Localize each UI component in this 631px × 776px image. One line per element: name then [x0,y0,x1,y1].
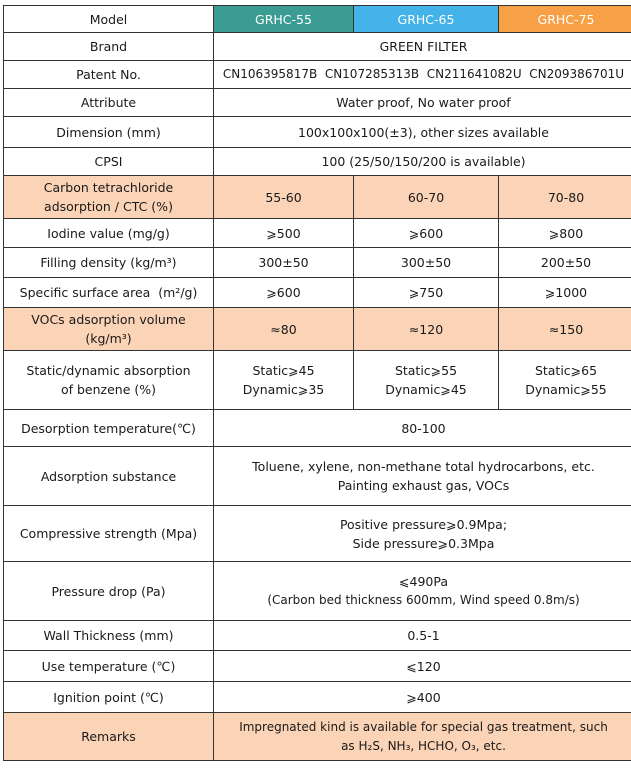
benzene-label [4,351,214,410]
use-temp-label: Use temperature (℃) [4,651,214,682]
table-row [4,410,631,447]
benzene-dynamic-grhc55: Dynamic⩾35 [242,382,325,397]
ctc-value-grhc65: 60-70 [354,176,499,219]
table-row [4,89,631,117]
density-value-grhc75: 200±50 [499,248,631,278]
brand-value: GREEN FILTER [214,33,631,61]
pressure-drop-line-2: (Carbon bed thickness 600mm, Wind speed 0.8m/s) [267,593,580,607]
benzene-static-grhc65: Static⩾55 [394,363,458,378]
table-row [4,621,631,651]
vocs-value-grhc75: ≈150 [499,308,631,351]
benzene-label-line-1: Static/dynamic absorption [26,363,191,378]
spec-sheet [3,5,628,761]
table-row [4,682,631,713]
table-row [4,278,631,308]
desorption-value: 80-100 [214,410,631,447]
model-grhc65: GRHC-65 [354,6,499,33]
benzene-label-line-2: of benzene (%) [60,382,157,397]
table-row [4,506,631,562]
surface-value-grhc55: ⩾600 [214,278,354,308]
substance-line-1: Toluene, xylene, non-methane total hydrocarbons, etc. [252,459,595,474]
density-label: Filling density (kg/m³) [4,248,214,278]
table-row [4,148,631,176]
density-value-grhc65: 300±50 [354,248,499,278]
vocs-value-grhc65: ≈120 [354,308,499,351]
table-row [4,351,631,410]
vocs-label-line-1: VOCs adsorption volume [31,312,186,327]
remarks-label: Remarks [4,713,214,761]
dimension-label: Dimension (mm) [4,117,214,148]
substance-value [214,447,631,506]
ignition-value: ⩾400 [214,682,631,713]
pressure-drop-line-1: ⩽490Pa [399,574,448,589]
benzene-static-grhc75: Static⩾65 [534,363,598,378]
cpsi-label: CPSI [4,148,214,176]
patent-label: Patent No. [4,61,214,89]
vocs-value-grhc55: ≈80 [214,308,354,351]
remarks-line-2: as H₂S, NH₃, HCHO, O₃, etc. [341,738,506,753]
wall-value: 0.5-1 [214,621,631,651]
header-row [4,6,631,33]
benzene-value-grhc65 [354,351,499,410]
iodine-value-grhc55: ⩾500 [214,219,354,248]
table-row [4,562,631,621]
benzene-value-grhc55 [214,351,354,410]
compressive-line-1: Positive pressure⩾0.9Mpa; [339,516,508,532]
benzene-dynamic-grhc75: Dynamic⩾55 [525,382,607,397]
ctc-label [4,176,214,219]
compressive-value [214,506,631,562]
table-row [4,308,631,351]
remarks-line-1: Impregnated kind is available for special gas treatment, such [239,719,608,734]
model-grhc55: GRHC-55 [214,6,354,33]
ctc-label-line-1: Carbon tetrachloride [43,180,174,195]
brand-label: Brand [4,33,214,61]
table-row [4,176,631,219]
benzene-dynamic-grhc65: Dynamic⩾45 [385,382,467,397]
benzene-value-grhc75 [499,351,631,410]
cpsi-value: 100 (25/50/150/200 is available) [214,148,631,176]
remarks-value [214,713,631,761]
dimension-value: 100x100x100(±3), other sizes available [214,117,631,148]
ignition-label: Ignition point (℃) [4,682,214,713]
pressure-drop-label: Pressure drop (Pa) [4,562,214,621]
use-temp-value: ⩽120 [214,651,631,682]
vocs-label [4,308,214,351]
patent-value: CN106395817B CN107285313B CN211641082U CN209386701U [214,61,631,89]
ctc-label-line-2: adsorption / CTC (%) [44,199,173,214]
iodine-value-grhc75: ⩾800 [499,219,631,248]
table-row [4,248,631,278]
density-value-grhc55: 300±50 [214,248,354,278]
table-row [4,447,631,506]
substance-line-2: Painting exhaust gas, VOCs [337,478,510,493]
desorption-label: Desorption temperature(℃) [4,410,214,447]
vocs-label-line-2: (kg/m³) [85,331,132,346]
iodine-value-grhc65: ⩾600 [354,219,499,248]
benzene-static-grhc55: Static⩾45 [252,363,315,378]
attribute-label: Attribute [4,89,214,117]
table-row [4,219,631,248]
model-label: Model [4,6,214,33]
compressive-label: Compressive strength (Mpa) [4,506,214,562]
attribute-value: Water proof, No water proof [214,89,631,117]
surface-label: Specific surface area (m²/g) [4,278,214,308]
compressive-line-2: Side pressure⩾0.3Mpa [352,535,495,551]
table-row [4,61,631,89]
pressure-drop-value [214,562,631,621]
table-row [4,33,631,61]
spec-table [3,5,631,761]
table-row [4,651,631,682]
table-row [4,117,631,148]
iodine-label: Iodine value (mg/g) [4,219,214,248]
table-row [4,713,631,761]
model-grhc75: GRHC-75 [499,6,631,33]
ctc-value-grhc75: 70-80 [499,176,631,219]
surface-value-grhc75: ⩾1000 [499,278,631,308]
wall-label: Wall Thickness (mm) [4,621,214,651]
substance-label: Adsorption substance [4,447,214,506]
ctc-value-grhc55: 55-60 [214,176,354,219]
surface-value-grhc65: ⩾750 [354,278,499,308]
